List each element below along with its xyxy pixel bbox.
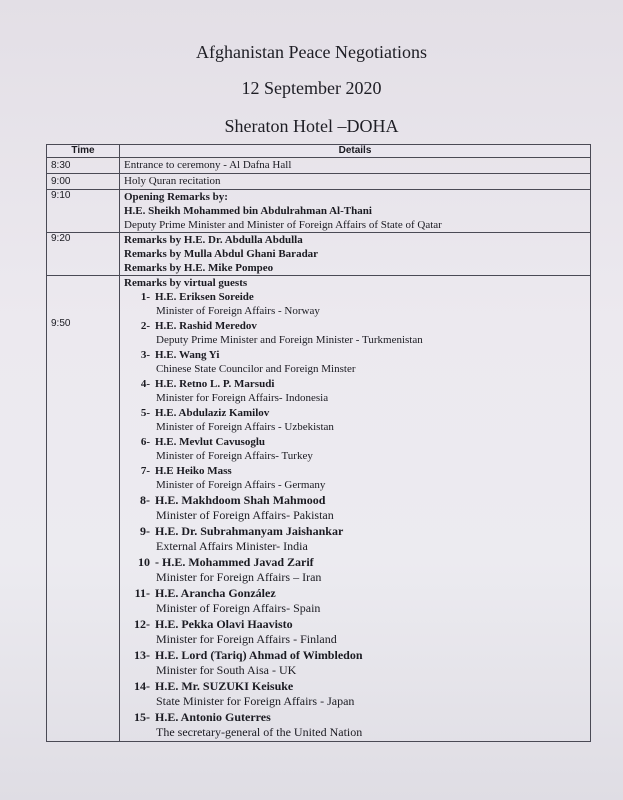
document-title: Afghanistan Peace Negotiations [196, 42, 427, 62]
guest-name: H.E. Dr. Subrahmanyam Jaishankar [155, 524, 344, 538]
details-cell: Holy Quran recitation [120, 174, 591, 190]
guest-number: 6- [140, 436, 150, 448]
guest-item [124, 555, 586, 585]
guest-title: Minister of Foreign Affairs- Spain [156, 601, 321, 615]
guest-title: External Affairs Minister- India [156, 539, 308, 553]
guest-number: 2- [140, 320, 150, 332]
guest-number: 1- [140, 291, 150, 303]
guest-number: 7- [140, 465, 150, 477]
time-cell: 8:30 [47, 158, 120, 174]
guest-number: 10 [138, 555, 150, 569]
details-line: Remarks by H.E. Mike Pompeo [124, 262, 274, 274]
guest-name-row [124, 586, 586, 601]
guest-name-row [124, 524, 586, 539]
guest-title: The secretary-general of the United Nation [156, 725, 363, 739]
guest-name: H.E. Abdulaziz Kamilov [155, 407, 270, 419]
event-date: 12 September 2020 [241, 78, 382, 98]
guest-name-row [124, 493, 586, 508]
guest-name: H.E. Mevlut Cavusoglu [155, 436, 266, 448]
guest-item [124, 348, 586, 376]
guest-number: 3- [140, 349, 150, 361]
guest-number: 12- [134, 617, 150, 631]
guest-name-row [124, 319, 586, 333]
details-line: Remarks by Mulla Abdul Ghani Baradar [124, 248, 319, 260]
guest-item [124, 493, 586, 523]
time-cell: 9:20 [47, 233, 120, 276]
guest-name: H.E. Eriksen Soreide [155, 291, 254, 303]
event-venue: Sheraton Hotel –DOHA [224, 116, 399, 136]
guest-title: Minister of Foreign Affairs- Pakistan [156, 508, 334, 522]
guest-title: Minister for Foreign Affairs – Iran [156, 570, 322, 584]
guest-item [124, 524, 586, 554]
guest-title: State Minister for Foreign Affairs - Japan [156, 694, 355, 708]
column-header-time: Time [47, 145, 120, 158]
details-line: H.E. Sheikh Mohammed bin Abdulrahman Al-Thani [124, 205, 372, 217]
guest-title: Chinese State Councilor and Foreign Minster [156, 363, 356, 375]
details-cell [120, 190, 591, 233]
table-row [47, 174, 591, 190]
guest-name-row [124, 464, 586, 478]
guest-number: 13- [134, 648, 150, 662]
guest-title: Minister of Foreign Affairs - Uzbekistan [156, 421, 334, 433]
guest-item [124, 377, 586, 405]
details-line: Remarks by H.E. Dr. Abdulla Abdulla [124, 234, 303, 246]
virtual-guests-heading: Remarks by virtual guests [124, 277, 248, 289]
guest-number: 9- [140, 524, 150, 538]
guest-name-row [124, 348, 586, 362]
guest-name-row [124, 679, 586, 694]
guest-list [124, 290, 586, 740]
table-row [47, 276, 591, 742]
guest-name: H.E. Makhdoom Shah Mahmood [155, 493, 326, 507]
guest-item [124, 435, 586, 463]
guest-number: 4- [140, 378, 150, 390]
guest-item [124, 464, 586, 492]
guest-name: H.E. Mr. SUZUKI Keisuke [155, 679, 294, 693]
guest-name-row [124, 406, 586, 420]
guest-name: H.E. Lord (Tariq) Ahmad of Wimbledon [155, 648, 363, 662]
guest-name-row [124, 555, 586, 570]
guest-title: Minister for Foreign Affairs- Indonesia [156, 392, 329, 404]
guest-title: Minister of Foreign Affairs- Turkey [156, 450, 313, 462]
guest-name-row [124, 710, 586, 725]
table-header-row [47, 145, 591, 158]
guest-number: 8- [140, 493, 150, 507]
guest-number: 5- [140, 407, 150, 419]
guest-item [124, 679, 586, 709]
guest-title: Minister of Foreign Affairs - Germany [156, 479, 326, 491]
column-header-details: Details [120, 145, 591, 158]
guest-name-row [124, 290, 586, 304]
guest-name-row [124, 377, 586, 391]
details-line: Opening Remarks by: [124, 191, 228, 203]
guest-number: 15- [134, 710, 150, 724]
guest-name: H.E. Retno L. P. Marsudi [155, 378, 275, 390]
schedule-table [46, 144, 591, 742]
guest-number: 11- [134, 586, 150, 600]
details-cell: Entrance to ceremony - Al Dafna Hall [120, 158, 591, 174]
guest-item [124, 406, 586, 434]
guest-number: 14- [134, 679, 150, 693]
guest-item [124, 586, 586, 616]
details-cell [120, 276, 591, 742]
guest-title: Deputy Prime Minister and Foreign Minister - Turkmenistan [156, 334, 423, 346]
guest-name: H.E. Rashid Meredov [155, 320, 257, 332]
guest-name: H.E Heiko Mass [155, 465, 232, 477]
guest-title: Minister for South Aisa - UK [156, 663, 297, 677]
details-cell [120, 233, 591, 276]
guest-title: Minister for Foreign Affairs - Finland [156, 632, 337, 646]
time-cell: 9:50 [47, 276, 120, 742]
table-row [47, 190, 591, 233]
guest-name: H.E. Wang Yi [155, 349, 220, 361]
guest-item [124, 710, 586, 740]
details-line: Deputy Prime Minister and Minister of Foreign Affairs of State of Qatar [124, 219, 442, 231]
table-row [47, 158, 591, 174]
guest-item [124, 617, 586, 647]
guest-item [124, 319, 586, 347]
guest-name: - H.E. Mohammed Javad Zarif [155, 555, 314, 569]
guest-name-row [124, 617, 586, 632]
table-row [47, 233, 591, 276]
guest-name: H.E. Arancha González [155, 586, 276, 600]
time-cell: 9:00 [47, 174, 120, 190]
guest-name-row [124, 648, 586, 663]
guest-name: H.E. Pekka Olavi Haavisto [155, 617, 293, 631]
guest-name-row [124, 435, 586, 449]
guest-item [124, 648, 586, 678]
guest-item [124, 290, 586, 318]
guest-name: H.E. Antonio Guterres [155, 710, 271, 724]
time-cell: 9:10 [47, 190, 120, 233]
guest-title: Minister of Foreign Affairs - Norway [156, 305, 320, 317]
